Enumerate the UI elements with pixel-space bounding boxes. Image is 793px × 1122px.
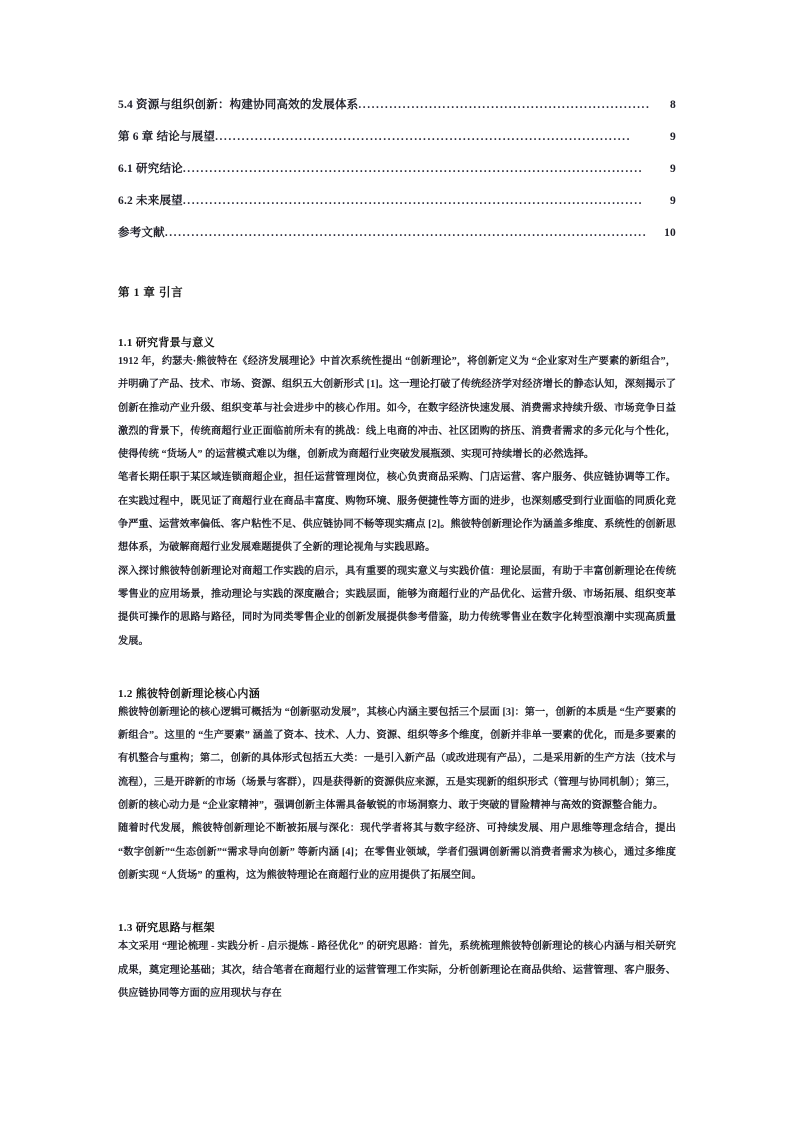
- toc-entry-page-number: 9: [670, 195, 676, 207]
- toc-entry[interactable]: [118, 226, 676, 258]
- chapter-1-heading: 第 1 章 引言: [118, 287, 184, 299]
- toc-entry-page-number: 8: [670, 99, 676, 111]
- section-1-3-heading: 1.3 研究思路与框架: [118, 922, 215, 935]
- toc-entry[interactable]: [118, 98, 676, 130]
- section-1-1-heading: 1.1 研究背景与意义: [118, 337, 215, 349]
- toc-entry-title: 参考文献: [118, 227, 165, 239]
- table-of-contents: [118, 98, 676, 258]
- toc-entry-page-number: 10: [664, 227, 676, 239]
- paragraph: 深入探讨熊彼特创新理论对商超工作实践的启示，具有重要的现实意义与实践价值：理论层面，有助于丰富创新理论在传统零售业的应用场景，推动理论与实践的深度融合；实践层面，能够为商超行业的产品优化、运营升级、市场拓展、组织变革提供可操作的思路与路径，同时为同类零售企业的创新发展提供参考借鉴，助力传统零售业在数字化转型浪潮中实现高质量发展。: [118, 565, 676, 647]
- toc-entry-page-number: 9: [670, 163, 676, 175]
- toc-leader-dots: ........................................................................................................: [182, 163, 644, 175]
- toc-entry[interactable]: [118, 130, 676, 162]
- toc-entry-title: 6.1 研究结论: [118, 163, 183, 175]
- section-1-2-heading: 1.2 熊彼特创新理论核心内涵: [118, 687, 260, 700]
- section-1-1-heading-container: [118, 336, 676, 350]
- toc-leader-dots: ..............................................................................................: [215, 131, 632, 143]
- toc-entry[interactable]: [118, 162, 676, 194]
- toc-entry-title: 5.4 资源与组织创新：构建协同高效的发展体系: [118, 99, 359, 111]
- paragraph: 笔者长期任职于某区域连锁商超企业，担任运营管理岗位，核心负责商品采购、门店运营、客户服务、供应链协调等工作。在实践过程中，既见证了商超行业在商品丰富度、购物环境、服务便捷性等方面的进步，也深刻感受到行业面临的同质化竞争严重、运营效率偏低、客户粘性不足、供应链协同不畅等现实痛点 [2]。熊彼特创新理论作为涵盖多维度、系统性的创新思想体系，为破解商超行业发展难题提供了全新的理论视角与实践思路。: [118, 472, 676, 554]
- page-content: [118, 0, 676, 1005]
- section-1-3-heading-container: [118, 921, 676, 935]
- toc-leader-dots: ..................................................................: [358, 99, 651, 111]
- toc-entry-title: 6.2 未来展望: [118, 195, 183, 207]
- toc-leader-dots: ........................................................................................................: [182, 195, 644, 207]
- toc-entry-page-number: 9: [670, 131, 676, 143]
- toc-entry[interactable]: [118, 194, 676, 226]
- paragraph: 1912 年，约瑟夫·熊彼特在《经济发展理论》中首次系统性提出 “创新理论”，将创新定义为 “企业家对生产要素的新组合”，并明确了产品、技术、市场、资源、组织五大创新形式 [1]。这一理论打破了传统经济学对经济增长的静态认知，深刻揭示了创新在推动产业升级、组织变革与社会进步中的核心作用。如今，在数字经济快速发展、消费需求持续升级、市场竞争日益激烈的背景下，传统商超行业正面临前所未有的挑战：线上电商的冲击、社区团购的挤压、消费者需求的多元化与个性化，使得传统 “货场人” 的运营模式难以为继，创新成为商超行业突破发展瓶颈、实现可持续增长的必然选择。: [118, 356, 676, 461]
- toc-entry-title: 第 6 章 结论与展望: [118, 131, 216, 143]
- section-1-2-heading-container: [118, 687, 676, 701]
- paragraph: 随着时代发展，熊彼特创新理论不断被拓展与深化：现代学者将其与数字经济、可持续发展、用户思维等理念结合，提出 “数字创新”“生态创新”“需求导向创新” 等新内涵 [4]；在零售业领域，学者们强调创新需以消费者需求为核心，通过多维度创新实现 “人货场” 的重构，这为熊彼特理论在商超行业的应用提供了拓展空间。: [118, 823, 676, 881]
- paragraph: 熊彼特创新理论的核心逻辑可概括为 “创新驱动发展”，其核心内涵主要包括三个层面 [3]：第一，创新的本质是 “生产要素的新组合”。这里的 “生产要素” 涵盖了资本、技术、人力、资源、组织等多个维度，创新并非单一要素的优化，而是多要素的有机整合与重构；第二，创新的具体形式包括五大类：一是引入新产品（或改进现有产品），二是采用新的生产方法（技术与流程），三是开辟新的市场（场景与客群），四是获得新的资源供应来源，五是实现新的组织形式（管理与协同机制）；第三，创新的核心动力是 “企业家精神”，强调创新主体需具备敏锐的市场洞察力、敢于突破的冒险精神与高效的资源整合能力。: [118, 706, 676, 812]
- paragraph: 本文采用 “理论梳理 - 实践分析 - 启示提炼 - 路径优化” 的研究思路：首先，系统梳理熊彼特创新理论的核心内涵与相关研究成果，奠定理论基础；其次，结合笔者在商超行业的运营管理工作实际，分析创新理论在商品供给、运营管理、客户服务、供应链协同等方面的应用现状与存在: [118, 941, 676, 999]
- chapter-heading-container: [118, 286, 676, 300]
- toc-leader-dots: .............................................................................................................: [164, 227, 648, 239]
